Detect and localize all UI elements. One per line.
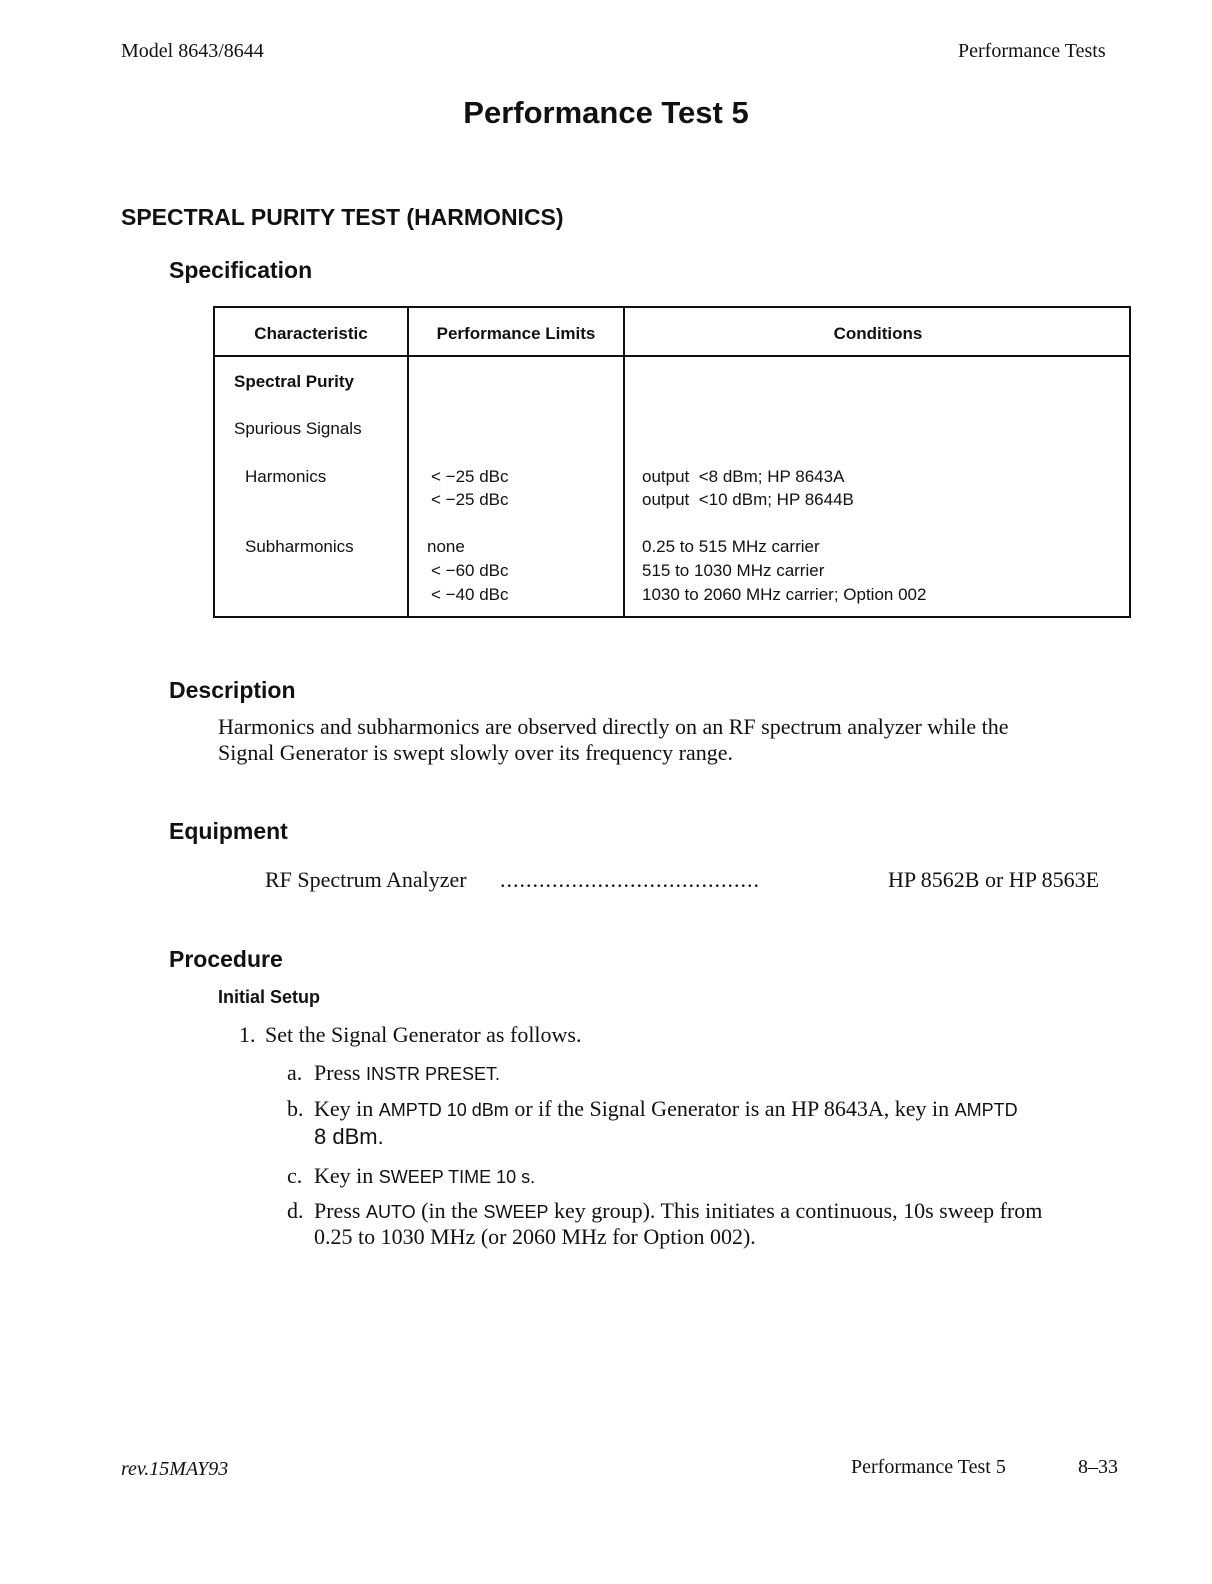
substep-text: Key in: [314, 1096, 379, 1121]
row-harmonics: Harmonics: [245, 467, 327, 486]
specification-heading: Specification: [169, 257, 313, 283]
substep-letter: d.: [287, 1198, 304, 1223]
key-label: AUTO: [365, 1202, 416, 1222]
equipment-heading: Equipment: [169, 818, 288, 844]
equipment-model: HP 8562B or HP 8563E: [888, 867, 1100, 892]
substep-letter: c.: [287, 1163, 303, 1188]
subharmonics-condition: 515 to 1030 MHz carrier: [642, 561, 825, 580]
initial-setup-heading: Initial Setup: [218, 987, 321, 1007]
subharmonics-limit: < −40 dBc: [431, 585, 509, 604]
harmonics-condition: output <8 dBm; HP 8643A: [642, 467, 845, 486]
subharmonics-limit: none: [427, 537, 465, 556]
row-spectral-purity: Spectral Purity: [234, 372, 354, 391]
step-text: Set the Signal Generator as follows.: [265, 1022, 582, 1047]
footer-test-name: Performance Test 5: [851, 1456, 1006, 1478]
substep-d-line2: 0.25 to 1030 MHz (or 2060 MHz for Option 002).: [314, 1224, 756, 1249]
equipment-item: RF Spectrum Analyzer: [265, 867, 467, 892]
header-section: Performance Tests: [958, 40, 1106, 62]
column-header-characteristic: Characteristic: [254, 324, 368, 343]
harmonics-limit: < −25 dBc: [431, 467, 509, 486]
substep-letter: a.: [287, 1060, 303, 1085]
column-header-conditions: Conditions: [833, 324, 923, 343]
key-label: AMPTD 10 dBm: [378, 1100, 509, 1120]
subharmonics-limit: < −60 dBc: [431, 561, 509, 580]
substep-d: [314, 1198, 1042, 1225]
substep-text: Press: [314, 1060, 366, 1085]
key-label: INSTR PRESET.: [365, 1064, 500, 1084]
page-number: 8–33: [1078, 1456, 1118, 1478]
equipment-leader-dots: ........................................: [500, 867, 760, 892]
specification-table: [213, 306, 1131, 618]
page-title: Performance Test 5: [463, 95, 749, 130]
header-model: Model 8643/8644: [121, 40, 264, 62]
key-label: SWEEP: [483, 1202, 549, 1222]
substep-a: [314, 1060, 500, 1087]
key-label: AMPTD: [954, 1100, 1018, 1120]
harmonics-limit: < −25 dBc: [431, 490, 509, 509]
step-number: 1.: [239, 1022, 256, 1047]
description-line: Harmonics and subharmonics are observed directly on an RF spectrum analyzer while the: [218, 714, 1009, 739]
substep-c: [314, 1163, 535, 1190]
subharmonics-condition: 1030 to 2060 MHz carrier; Option 002: [642, 585, 927, 604]
procedure-heading: Procedure: [169, 946, 283, 972]
key-label: SWEEP TIME 10 s.: [378, 1167, 536, 1187]
substep-b: [314, 1096, 1018, 1123]
substep-text: (in the: [415, 1198, 484, 1223]
row-subharmonics: Subharmonics: [245, 537, 354, 556]
section-title: SPECTRAL PURITY TEST (HARMONICS): [121, 204, 564, 230]
harmonics-condition: output <10 dBm; HP 8644B: [642, 490, 854, 509]
subharmonics-condition: 0.25 to 515 MHz carrier: [642, 537, 820, 556]
substep-text: Press: [314, 1198, 366, 1223]
footer-revision: rev.15MAY93: [121, 1458, 229, 1480]
substep-text: key group). This initiates a continuous, 10s sweep from: [548, 1198, 1043, 1223]
table-header-divider: [215, 355, 1129, 357]
column-header-performance-limits: Performance Limits: [436, 324, 596, 343]
substep-text: or if the Signal Generator is an HP 8643A, key in: [508, 1096, 955, 1121]
row-spurious-signals: Spurious Signals: [234, 419, 362, 438]
description-heading: Description: [169, 677, 296, 703]
description-line: Signal Generator is swept slowly over its frequency range.: [218, 740, 734, 765]
substep-text: Key in: [314, 1163, 379, 1188]
substep-b-line2: 8 dBm.: [314, 1124, 384, 1149]
substep-letter: b.: [287, 1096, 304, 1121]
